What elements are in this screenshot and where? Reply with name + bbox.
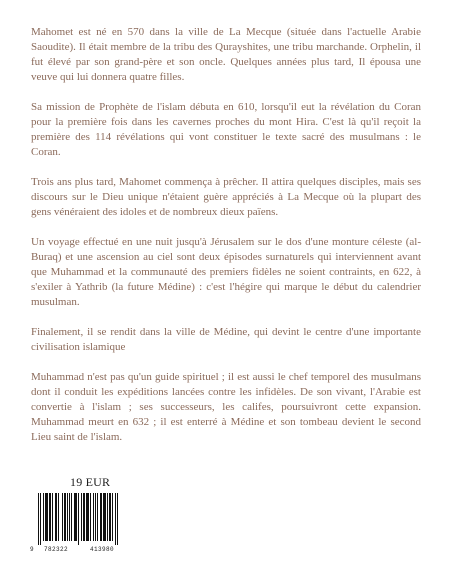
barcode-bar xyxy=(107,493,108,541)
barcode-bar xyxy=(62,493,63,541)
barcode-bar xyxy=(93,493,94,541)
barcode-right-group: 413980 xyxy=(90,546,115,553)
barcode-left-group: 782322 xyxy=(44,546,69,553)
barcode-bar xyxy=(71,493,72,541)
barcode-bar xyxy=(86,493,89,541)
barcode-bar xyxy=(117,493,118,545)
barcode-bar xyxy=(97,493,98,541)
barcode-bar xyxy=(78,493,79,545)
paragraph-revelation: Sa mission de Prophète de l'islam débuta en 610, lorsqu'il eut la révélation du Coran pour la première fois dans les cavernes proches du mont Hira. C'est là qu'il reçoit la première des 114 révélations qui vont constituer le texte sacré des musulmans : le Coran. xyxy=(31,101,421,158)
barcode-bar xyxy=(40,493,41,545)
barcode-bar xyxy=(52,493,53,541)
barcode-bar xyxy=(90,493,91,541)
barcode-bars xyxy=(38,493,134,545)
barcode-bar xyxy=(49,493,51,541)
barcode-bar xyxy=(58,493,59,541)
price-label: 19 EUR xyxy=(70,475,111,489)
barcode-bar xyxy=(95,493,96,541)
summary-text-block xyxy=(31,25,421,460)
paragraph-birth: Mahomet est né en 570 dans la ville de La Mecque (située dans l'actuelle Arabie Saoudite). Il était membre de la tribu des Qurayshites, une tribu marchande. Orphelin, il fut élevé par son grand-père et son oncle. Quelques années plus tard, Il épousa une veuve qui lui donnera quatre filles. xyxy=(31,26,421,83)
barcode-bar xyxy=(74,493,77,541)
barcode-bar xyxy=(81,493,82,541)
barcode-bar xyxy=(38,493,39,545)
paragraph-legacy: Muhammad n'est pas qu'un guide spirituel ; il est aussi le chef temporel des musulmans dont il conduit les expéditions lancées contre les infidèles. De son vivant, l'Arabie est convertie à l'islam ; ses successeurs, les califes, poursuivront cette expansion. Muhammad meurt en 632 ; il est enterré à Médine et son tombeau devient le second Lieu saint de l'islam. xyxy=(31,371,421,443)
barcode-bar xyxy=(45,493,48,541)
barcode-bar xyxy=(115,493,116,545)
isbn-barcode xyxy=(30,493,140,553)
barcode-bar xyxy=(67,493,68,541)
barcode-first-digit: 9 xyxy=(30,546,35,553)
barcode-bar xyxy=(83,493,85,541)
barcode-bar xyxy=(64,493,66,541)
barcode-bar xyxy=(103,493,106,541)
barcode-bar xyxy=(109,493,111,541)
barcode-bar xyxy=(43,493,44,541)
paragraph-hegira: Un voyage effectué en une nuit jusqu'à Jérusalem sur le dos d'une monture céleste (al-Buraq) et une ascension au ciel sont deux épisodes surnaturels qui interviennent avant que Muhammad et la communauté des premiers fidèles ne soient contraints, en 622, à s'exiler à Yathrib (la future Médine) : c'est l'hégire qui marque le début du calendrier musulman. xyxy=(31,236,421,308)
barcode-bar xyxy=(69,493,70,541)
paragraph-medina: Finalement, il se rendit dans la ville de Médine, qui devint le centre d'une importante civilisation islamique xyxy=(31,326,421,353)
paragraph-preaching: Trois ans plus tard, Mahomet commença à prêcher. Il attira quelques disciples, mais ses discours sur le Dieu unique n'étaient guère appréciés à La Mecque où la plupart des gens vénéraient des idoles et de nombreux dieux païens. xyxy=(31,176,421,218)
barcode-bar xyxy=(55,493,57,541)
barcode-bar xyxy=(100,493,102,541)
barcode-bar xyxy=(112,493,113,541)
